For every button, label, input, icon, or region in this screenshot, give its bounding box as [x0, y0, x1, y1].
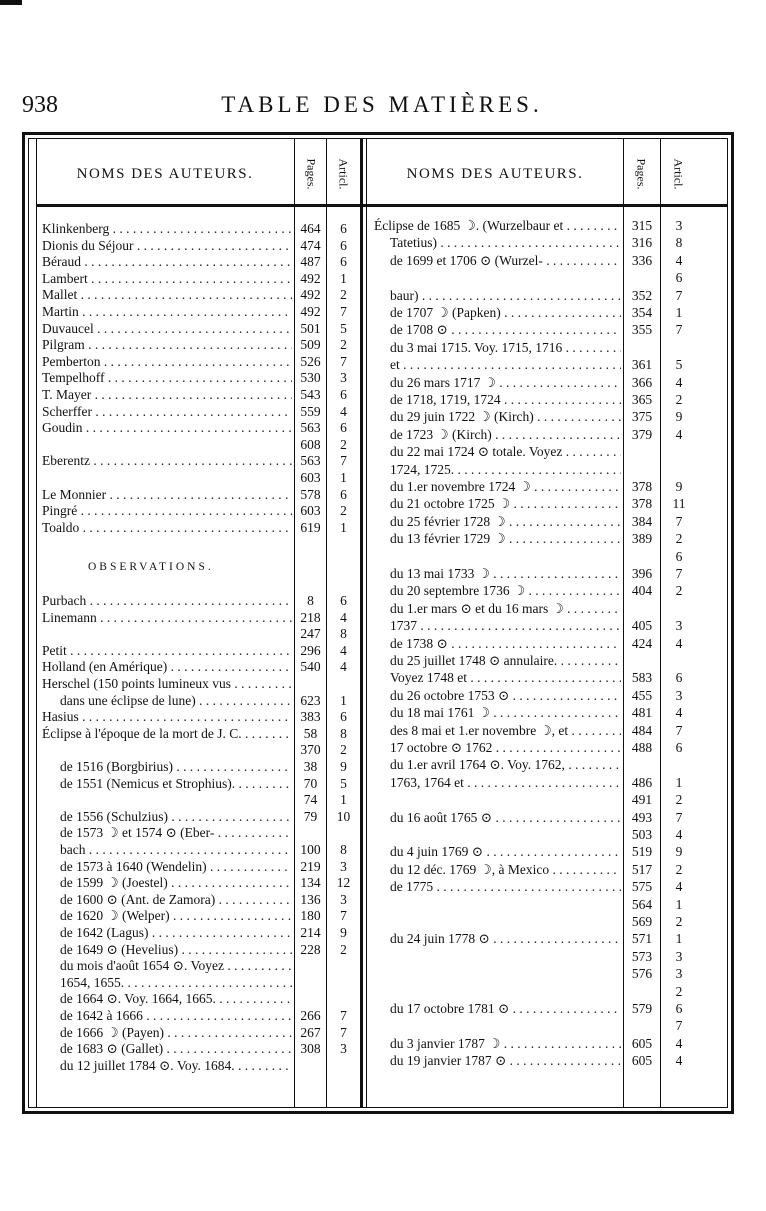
entry-name: de 1573 à 1640 (Wendelin) . . .	[60, 859, 292, 875]
page-number-cell: 605	[631, 1035, 653, 1051]
page-number-cell: 136	[300, 891, 321, 907]
page-number-cell: 603	[300, 470, 321, 485]
entry-name: de 1664 ⊙. Voy. 1664, 1665. . . .	[60, 991, 292, 1007]
article-number-cell: 6	[340, 254, 347, 270]
entry-name: Petit . . .	[42, 643, 292, 659]
entry-name: Scherffer . . .	[42, 404, 292, 420]
page-number-cell: 509	[300, 337, 321, 353]
entry-name: du mois d'août 1654 ⊙. Voyez . . .	[60, 958, 292, 974]
page-number-cell: 370	[300, 742, 321, 758]
article-number-cell: 2	[675, 392, 683, 407]
rule-center	[360, 138, 363, 1108]
entry-name: du 12 déc. 1769 ☽, à Mexico . . .	[390, 862, 621, 878]
page-number-cell: 493	[631, 809, 653, 825]
article-number-cell: 2	[340, 941, 347, 957]
page-number-cell: 503	[631, 827, 653, 842]
article-number-cell: 1	[675, 931, 683, 947]
article-number-cell: 9	[675, 479, 683, 494]
pages-header-left: Pages.	[304, 158, 319, 190]
page-number-cell: 464	[300, 221, 321, 236]
entry-name: 1654, 1655. . . .	[60, 975, 292, 991]
entry-name: Pilgram . . .	[42, 337, 292, 353]
page-number-cell: 352	[631, 287, 653, 303]
page-number-cell: 484	[631, 722, 653, 738]
entry-name: de 1666 ☽ (Payen) . . .	[60, 1025, 292, 1041]
article-number-cell: 1	[340, 792, 347, 808]
page-number-cell: 266	[300, 1008, 321, 1023]
page-number-cell: 396	[631, 566, 653, 581]
article-number-cell: 3	[675, 218, 683, 233]
article-number-cell: 2	[340, 337, 347, 353]
page-number-cell: 308	[300, 1041, 321, 1057]
article-number-cell: 7	[675, 809, 683, 825]
article-number-cell: 12	[336, 875, 351, 891]
corner-mark	[0, 0, 22, 5]
page-number-cell: 70	[303, 775, 318, 791]
article-number-cell: 3	[340, 370, 347, 386]
entry-name: 1763, 1764 et . . .	[390, 775, 621, 791]
entry-name: Duvaucel . . .	[42, 321, 292, 337]
article-number-cell: 4	[675, 252, 683, 268]
entry-name: du 13 février 1729 ☽ . . .	[390, 531, 621, 547]
article-number-cell: 5	[340, 775, 347, 791]
article-number-cell: 4	[340, 609, 347, 625]
article-number-cell: 4	[675, 374, 683, 390]
article-number-cell: 6	[340, 420, 347, 436]
entry-name: de 1642 (Lagus) . . .	[60, 925, 292, 941]
page-number-cell: 608	[300, 436, 321, 452]
article-number-cell: 6	[340, 221, 347, 236]
entry-name: Toaldo . . .	[42, 520, 292, 536]
entry-name: Éclipse à l'époque de la mort de J. C. . . .	[42, 726, 292, 742]
page-header	[22, 92, 742, 122]
article-number-cell: 6	[675, 670, 683, 686]
entry-name: Dionis du Séjour . . .	[42, 238, 292, 254]
entry-name: 1724, 1725. . . .	[390, 462, 621, 478]
article-number-cell: 2	[340, 287, 347, 303]
page-number-cell: 487	[300, 254, 321, 270]
article-number-cell: 2	[675, 861, 683, 877]
page-number-cell: 603	[300, 503, 321, 519]
entry-name: du 21 octobre 1725 ☽ . . .	[390, 496, 621, 512]
entry-name: des 8 mai et 1.er novembre ☽, et . . .	[390, 723, 621, 739]
page-number-cell: 384	[631, 513, 653, 529]
article-number-cell: 5	[675, 357, 683, 373]
page-number-cell: 79	[303, 808, 318, 824]
page-number-cell: 180	[300, 908, 321, 924]
page-number-cell: 218	[300, 609, 321, 625]
page-number-cell: 267	[300, 1024, 321, 1040]
article-number-cell: 7	[340, 1008, 347, 1023]
entry-name: de 1775 . . .	[390, 879, 621, 895]
page-number-cell: 361	[631, 357, 653, 373]
article-number-cell: 4	[340, 403, 347, 419]
article-number-cell: 8	[340, 842, 347, 857]
articles-header-left: Articl.	[336, 158, 351, 190]
entry-name: du 3 janvier 1787 ☽ . . .	[390, 1036, 621, 1052]
page-number-cell: 404	[631, 583, 653, 599]
entry-name: du 25 juillet 1748 ⊙ annulaire. . . .	[390, 653, 621, 669]
page-number-cell: 378	[631, 496, 653, 512]
entry-name: et . . .	[390, 357, 621, 373]
page-number-cell: 455	[631, 687, 653, 703]
page-title: TABLE DES MATIÈRES.	[221, 92, 543, 117]
page-number-cell: 576	[631, 966, 653, 982]
page-number-cell: 8	[307, 593, 314, 608]
page-number-cell: 564	[631, 896, 653, 912]
entry-name: Holland (en Amérique) . . .	[42, 659, 292, 675]
article-number-cell: 10	[336, 808, 351, 824]
page-number-cell: 355	[631, 322, 653, 338]
entry-name: Purbach . . .	[42, 593, 292, 609]
article-number-cell: 1	[340, 270, 347, 286]
article-number-cell: 6	[340, 593, 347, 608]
entry-name: de 1551 (Nemicus et Strophius). . . .	[60, 776, 292, 792]
article-number-cell: 7	[675, 287, 683, 303]
entry-name: 17 octobre ⊙ 1762 . . .	[390, 740, 621, 756]
article-number-cell: 1	[675, 774, 683, 790]
entry-name: du 13 mai 1733 ☽ . . .	[390, 566, 621, 582]
pages-header-right: Pages.	[634, 158, 649, 190]
article-number-cell: 2	[340, 503, 347, 519]
article-number-cell: 8	[340, 725, 347, 741]
article-number-cell: 2	[340, 742, 347, 758]
article-number-cell: 7	[340, 353, 347, 369]
entry-name: du 1.er mars ⊙ et du 16 mars ☽ . . .	[390, 601, 621, 617]
article-number-cell: 4	[675, 1035, 683, 1051]
page-number-cell: 619	[300, 519, 321, 535]
page-number-cell: 543	[300, 387, 321, 402]
article-number-cell: 4	[340, 642, 347, 658]
page-number-cell: 517	[631, 861, 653, 877]
rule-center-inner	[366, 138, 367, 1108]
page-number-cell: 486	[631, 774, 653, 790]
article-number-cell: 3	[675, 618, 683, 634]
entry-name: Eberentz . . .	[42, 453, 292, 469]
article-number-cell: 4	[675, 426, 683, 442]
article-number-cell: 2	[340, 436, 347, 452]
entry-name: de 1649 ⊙ (Hevelius) . . .	[60, 942, 292, 958]
entry-name: Linemann . . .	[42, 610, 292, 626]
entry-name: 1737 . . .	[390, 618, 621, 634]
page-number-cell: 354	[631, 305, 653, 320]
entry-name: de 1738 ⊙ . . .	[390, 636, 621, 652]
page-number-cell: 100	[300, 842, 321, 857]
article-number-cell: 7	[340, 304, 347, 319]
entry-name: de 1556 (Schulzius) . . .	[60, 809, 292, 825]
entry-name: du 19 janvier 1787 ⊙ . . .	[390, 1053, 621, 1069]
page-number-cell: 247	[300, 626, 321, 642]
entry-name: Goudin . . .	[42, 420, 292, 436]
entry-name: du 16 août 1765 ⊙ . . .	[390, 810, 621, 826]
entry-name: baur) . . .	[390, 288, 621, 304]
page-number-cell: 623	[300, 692, 321, 708]
article-number-cell: 3	[340, 891, 347, 907]
entry-name: du 26 octobre 1753 ⊙ . . .	[390, 688, 621, 704]
article-number-cell: 7	[675, 322, 683, 338]
page-number-cell: 563	[300, 420, 321, 436]
page-number-cell: 501	[300, 320, 321, 336]
entry-name: de 1683 ⊙ (Gallet) . . .	[60, 1041, 292, 1057]
entry-name: bach . . .	[60, 842, 292, 858]
entry-name: du 17 octobre 1781 ⊙ . . .	[390, 1001, 621, 1017]
page-number-cell: 492	[300, 270, 321, 286]
entry-name: de 1723 ☽ (Kirch) . . .	[390, 427, 621, 443]
entry-name: de 1516 (Borgbirius) . . .	[60, 759, 292, 775]
article-number-cell: 1	[340, 519, 347, 535]
page-number-cell: 365	[631, 392, 653, 407]
entry-name: Le Monnier . . .	[42, 487, 292, 503]
entry-name: dans une éclipse de lune) . . .	[60, 693, 292, 709]
entry-name: du 1.er novembre 1724 ☽ . . .	[390, 479, 621, 495]
page-number-cell: 563	[300, 453, 321, 469]
entry-name: de 1642 à 1666 . . .	[60, 1008, 292, 1024]
page-number-cell: 336	[631, 252, 653, 268]
article-number-cell: 4	[675, 705, 683, 721]
article-number-cell: 8	[340, 626, 347, 642]
entry-name: Voyez 1748 et . . .	[390, 670, 621, 686]
article-number-cell: 6	[340, 237, 347, 253]
rule-left	[36, 138, 37, 1108]
entry-name: Hasius . . .	[42, 709, 292, 725]
article-number-cell: 2	[675, 792, 683, 808]
page-number-cell: 530	[300, 370, 321, 386]
page-number-cell: 540	[300, 659, 321, 675]
entry-name: T. Mayer . . .	[42, 387, 292, 403]
entry-name: Lambert . . .	[42, 271, 292, 287]
article-number-cell: 9	[675, 844, 683, 860]
page-number-cell: 578	[300, 486, 321, 502]
article-number-cell: 1	[340, 692, 347, 708]
header-rule	[36, 204, 728, 207]
entry-name: du 25 février 1728 ☽ . . .	[390, 514, 621, 530]
page-number-cell: 38	[303, 759, 318, 774]
article-number-cell: 6	[675, 548, 683, 564]
article-number-cell: 2	[675, 583, 683, 599]
article-number-cell: 4	[675, 827, 683, 842]
page-number-cell: 316	[631, 235, 653, 251]
page-number-cell: 366	[631, 374, 653, 390]
page-number-cell: 491	[631, 792, 653, 808]
page-number-cell: 579	[631, 1001, 653, 1016]
page-number-cell: 526	[300, 353, 321, 369]
entry-name: Herschel (150 points lumineux vus . . .	[42, 676, 292, 692]
page-number-cell: 424	[631, 635, 653, 651]
page-number-cell: 474	[300, 237, 321, 253]
entry-name: du 4 juin 1769 ⊙ . . .	[390, 844, 621, 860]
article-number-cell: 7	[675, 1018, 683, 1034]
entry-name: de 1599 ☽ (Joestel) . . .	[60, 875, 292, 891]
page-number-cell: 571	[631, 931, 653, 947]
article-number-cell: 3	[675, 948, 683, 964]
page-number-cell: 379	[631, 426, 653, 442]
article-number-cell: 3	[675, 966, 683, 982]
page-number-cell: 583	[631, 670, 653, 686]
article-number-cell: 1	[675, 896, 683, 912]
entry-name: de 1708 ⊙ . . .	[390, 322, 621, 338]
page-number-cell: 383	[300, 709, 321, 725]
entry-name: de 1573 ☽ et 1574 ⊙ (Eber- . . .	[60, 825, 292, 841]
article-number-cell: 2	[675, 531, 683, 547]
page-number-cell: 134	[300, 875, 321, 891]
authors-header-left: NOMS DES AUTEURS.	[76, 165, 254, 182]
page-number-cell: 219	[300, 858, 321, 874]
article-number-cell: 7	[675, 722, 683, 738]
entry-name: du 24 juin 1778 ⊙ . . .	[390, 931, 621, 947]
page-number-cell: 389	[631, 531, 653, 547]
article-number-cell: 8	[675, 235, 683, 251]
entry-name: de 1718, 1719, 1724 . . .	[390, 392, 621, 408]
article-number-cell: 6	[340, 387, 347, 402]
entry-name: de 1600 ⊙ (Ant. de Zamora) . . .	[60, 892, 292, 908]
page-number-cell: 74	[303, 792, 318, 808]
article-number-cell: 7	[340, 1024, 347, 1040]
article-number-cell: 1	[340, 470, 347, 485]
page-number-cell: 569	[631, 914, 653, 929]
entry-name: du 20 septembre 1736 ☽ . . .	[390, 583, 621, 599]
article-number-cell: 9	[340, 925, 347, 940]
entry-name: du 3 mai 1715. Voy. 1715, 1716 . . .	[390, 340, 621, 356]
page-number-cell: 519	[631, 844, 653, 860]
entry-name: Béraud . . .	[42, 254, 292, 270]
page-number-cell: 573	[631, 948, 653, 964]
entry-name: du 1.er avril 1764 ⊙. Voy. 1762, . . .	[390, 757, 621, 773]
entry-name: Klinkenberg . . .	[42, 221, 292, 237]
page-number-cell: 375	[631, 409, 653, 425]
entry-name: du 26 mars 1717 ☽ . . .	[390, 375, 621, 391]
entry-name: Pingré . . .	[42, 503, 292, 519]
page-number-cell: 492	[300, 304, 321, 319]
article-number-cell: 6	[675, 1001, 683, 1016]
articles-header-right: Articl.	[671, 158, 686, 190]
article-number-cell: 7	[340, 453, 347, 469]
entry-name: Pemberton . . .	[42, 354, 292, 370]
article-number-cell: 4	[675, 635, 683, 651]
page-number-cell: 214	[300, 925, 321, 940]
page-number-cell: 315	[631, 218, 653, 233]
page-number-cell: 605	[631, 1053, 653, 1069]
article-number-cell: 1	[675, 305, 683, 320]
article-number-cell: 11	[672, 496, 686, 512]
page-number-cell: 575	[631, 879, 653, 895]
entry-name: Martin . . .	[42, 304, 292, 320]
page-number-cell: 559	[300, 403, 321, 419]
entry-name: Mallet . . .	[42, 287, 292, 303]
article-number-cell: 2	[675, 983, 683, 999]
article-number-cell: 4	[675, 1053, 683, 1069]
page-number: 938	[22, 92, 58, 118]
article-number-cell: 9	[675, 409, 683, 425]
article-number-cell: 4	[675, 879, 683, 895]
article-number-cell: 2	[675, 914, 683, 929]
article-number-cell: 6	[675, 740, 683, 755]
entry-name: Tatetius) . . .	[390, 235, 621, 251]
article-number-cell: 3	[340, 858, 347, 874]
page-number-cell: 488	[631, 740, 653, 755]
entry-name: Éclipse de 1685 ☽. (Wurzelbaur et . . .	[374, 218, 621, 234]
article-number-cell: 6	[340, 486, 347, 502]
page-number-cell: 405	[631, 618, 653, 634]
article-number-cell: 4	[340, 659, 347, 675]
entry-name: du 29 juin 1722 ☽ (Kirch) . . .	[390, 409, 621, 425]
entry-name: de 1699 et 1706 ⊙ (Wurzel- . . .	[390, 253, 621, 269]
page-number-cell: 228	[300, 941, 321, 957]
page-number-cell: 378	[631, 479, 653, 494]
article-number-cell: 9	[340, 759, 347, 774]
article-number-cell: 6	[340, 709, 347, 725]
entry-name: de 1620 ☽ (Welper) . . .	[60, 908, 292, 924]
page-number-cell: 481	[631, 705, 653, 721]
authors-header-right: NOMS DES AUTEURS.	[406, 165, 584, 182]
entry-name: du 22 mai 1724 ⊙ totale. Voyez . . .	[390, 444, 621, 460]
entry-name: du 18 mai 1761 ☽ . . .	[390, 705, 621, 721]
article-number-cell: 7	[340, 908, 347, 924]
page-number-cell: 58	[303, 725, 318, 741]
entry-name: de 1707 ☽ (Papken) . . .	[390, 305, 621, 321]
article-number-cell: 7	[675, 566, 683, 581]
article-number-cell: 7	[675, 513, 683, 529]
observations-title: OBSERVATIONS.	[88, 561, 214, 573]
page-number-cell: 492	[300, 287, 321, 303]
article-number-cell: 5	[340, 320, 347, 336]
article-number-cell: 6	[675, 270, 683, 286]
article-number-cell: 3	[675, 687, 683, 703]
article-number-cell: 3	[340, 1041, 347, 1057]
entry-name: du 12 juillet 1784 ⊙. Voy. 1684. . . .	[60, 1058, 292, 1074]
page-number-cell: 296	[300, 642, 321, 658]
entry-name: Tempelhoff . . .	[42, 370, 292, 386]
